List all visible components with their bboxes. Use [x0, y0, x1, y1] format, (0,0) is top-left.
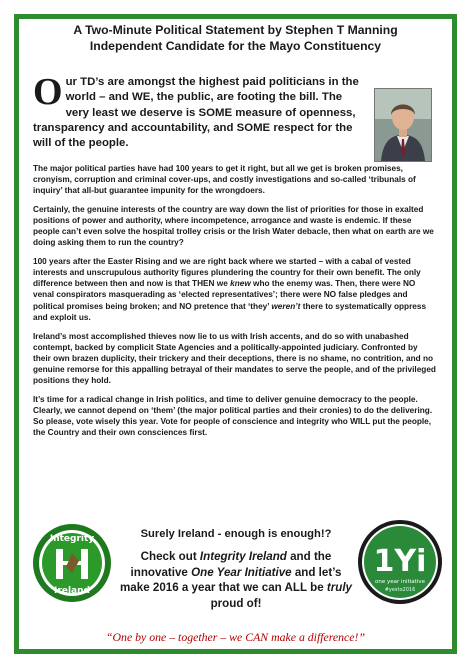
title-line-2: Independent Candidate for the Mayo Constituency [89, 39, 382, 53]
logo-right-main-text: 1Yi [373, 544, 427, 579]
one-year-initiative-logo-image [357, 519, 443, 605]
paragraph-priorities: Certainly, the genuine interests of the country are way down the list of priorities for those in exalted positions of power and authority, where incompetence, arrogance and waste is endemic. If these people can’t even solve the hospital trolley crisis or the Irish Water debacle, then what on earth are we doing asking them to run the country? [33, 205, 434, 248]
cta-emphasis-truly: truly [326, 581, 352, 594]
emphasis-werent: weren’t [271, 301, 301, 311]
page-title [22, 22, 449, 54]
cta-org-integrity: Integrity Ireland [199, 550, 287, 563]
intro-text: ur TD’s are amongst the highest paid politicians in the world – and WE, the public, are footing the bill. The very least we deserve is SOME measure of openness, transparency and accountability, and SOME respect for the will of the people. [33, 76, 359, 150]
one-year-initiative-logo [357, 519, 443, 605]
candidate-photo [374, 88, 432, 162]
body-text [33, 163, 437, 446]
drop-cap: O [33, 71, 63, 113]
integrity-ireland-logo-image [32, 523, 112, 603]
paragraph-thieves: Ireland’s most accomplished thieves now lie to us with Irish accents, and do so with unabashed contempt, backed by complicit State Agencies and a politically-appointed judiciary. Confronted by their own brazen duplicity, their trickery and their deceptions, there is no shame, no contrition, and no genuine remorse for this appalling betrayal of their mandates to serve the people, and of the privileged positions they hold. [33, 331, 436, 385]
emphasis-knew: knew [230, 279, 251, 289]
cta-question: Surely Ireland - enough is enough!? [140, 528, 332, 540]
paragraph-parties: The major political parties have had 100 years to get it right, but all we get is broken promises, cronyism, corruption and criminal cover-ups, and costly investigations and so-called ‘tribunals of inquiry’ that all-but guarantee impunity for the wrongdoers. [33, 164, 416, 196]
cta-text: Check out Integrity Ireland and the innovative One Year Initiative and let’s make 2016 a year that we can ALL be truly proud of! [120, 550, 352, 610]
logo-left-top-text: Integrity [49, 534, 95, 544]
cta-org-one-year: One Year Initiative [191, 565, 292, 579]
paragraph-radical-change: It’s time for a radical change in Irish politics, and time to deliver genuine democracy to the people. Clearly, we cannot depend on ‘them’ (the major political parties and their cronies) to do the delivering. So please, vote wisely this year. Vote for people of conscience and integrity who WILL put the people, the Country and their own consciences first. [33, 394, 433, 437]
integrity-ireland-logo [32, 523, 112, 603]
logo-right-tag-text: #yesto2016 [384, 587, 416, 593]
logo-right-sub-text: one year initiative [375, 579, 425, 585]
title-line-1: A Two-Minute Political Statement by Stephen T Manning [73, 23, 398, 37]
slogan: “One by one – together – we CAN make a difference!” [105, 630, 366, 644]
intro-paragraph [33, 71, 363, 151]
paragraph-easter-rising: 100 years after the Easter Rising and we are right back where we started – with a cabal of vested interests and unscrupulous authority figures plundering the country for their own benefit. The only difference between then and now is that THEN we knew who the enemy was. Then, there were NO venal conspirators masquerading as ‘elected representatives’; there were NO false pledges and political promises being broken; and NO pretence that ‘they’ weren’t there to systematically oppress and exploit us. [33, 257, 427, 322]
logo-left-bottom-text: Ireland [54, 586, 90, 596]
candidate-portrait-image [375, 89, 431, 161]
call-to-action [118, 527, 354, 611]
